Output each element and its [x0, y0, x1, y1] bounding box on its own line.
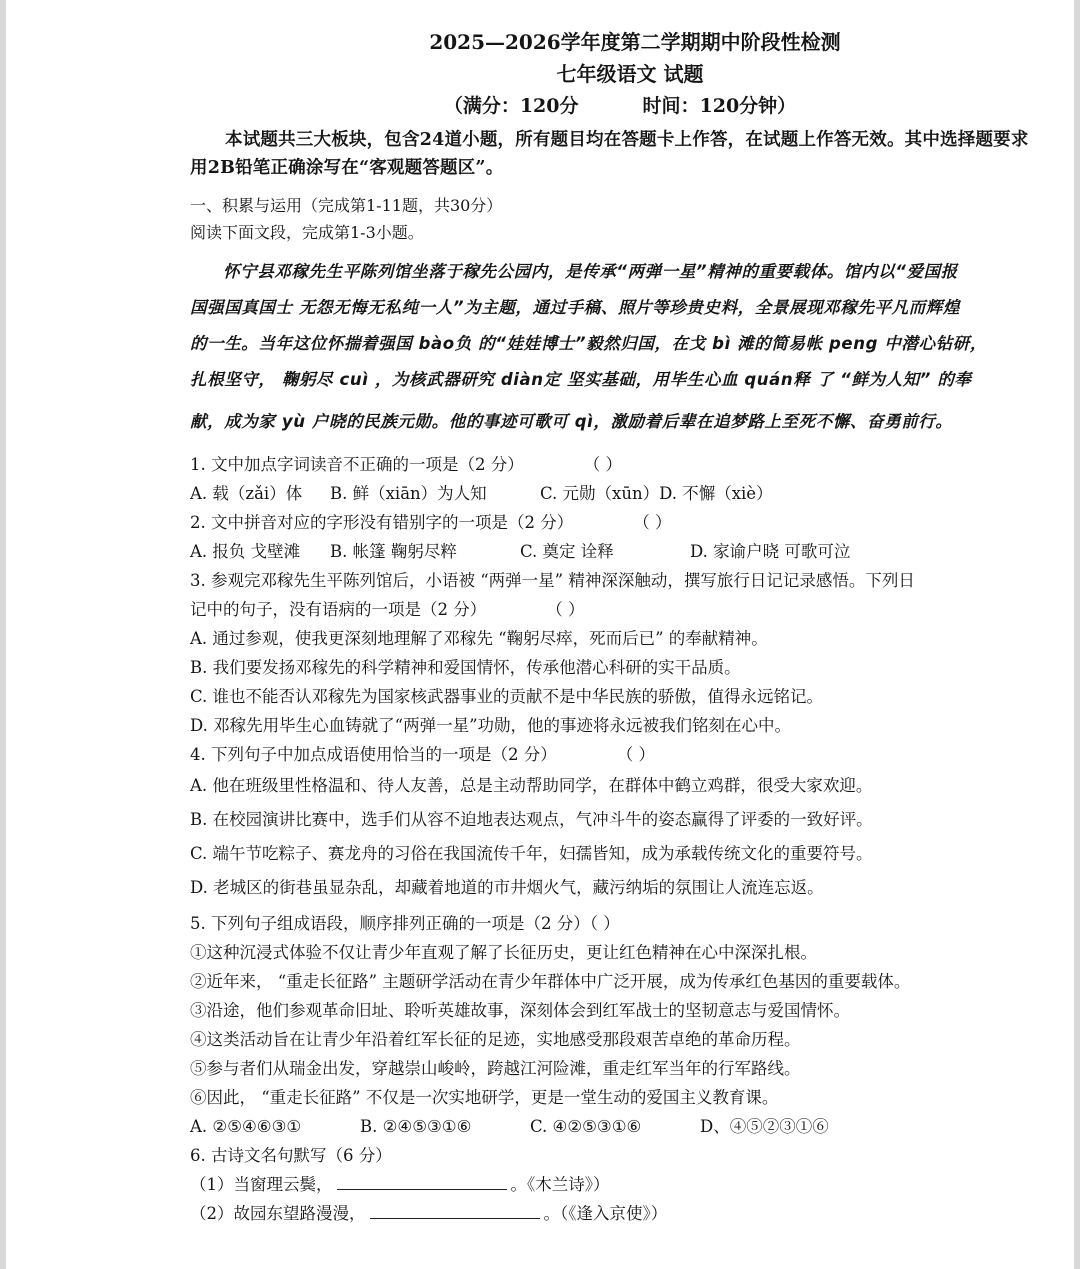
- q5-sentence: ④这类活动旨在让青少年沿着红军长征的足迹，实地感受那段艰苦卓绝的革命历程。: [190, 1030, 801, 1049]
- answer-blank[interactable]: [370, 1200, 540, 1219]
- q2-answer-bracket: （ ）: [633, 513, 672, 532]
- scan-edge-left: [0, 0, 6, 1269]
- question-6: [190, 1141, 1040, 1228]
- question-4: [190, 740, 1040, 905]
- q5-sentence: ③沿途，他们参观革命旧址、聆听英雄故事，深刻体会到红军战士的坚韧意志与爱国情怀。: [190, 1001, 850, 1020]
- q6-item-1-suffix: 。《木兰诗》）: [510, 1175, 610, 1194]
- q6-stem: 6. 古诗文名句默写（6 分）: [190, 1146, 392, 1165]
- q3-option-a: A. 通过参观，使我更深刻地理解了邓稼先 “鞠躬尽瘁，死而后已” 的奉献精神。: [190, 629, 768, 648]
- q3-option-c: C. 谁也不能否认邓稼先为国家核武器事业的贡献不是中华民族的骄傲，值得永远铭记。: [190, 687, 824, 706]
- q4-answer-bracket: （ ）: [616, 745, 655, 764]
- q1-option-b: B. 鲜（xiān）为人知: [330, 484, 487, 503]
- q6-item-1-prefix: （1）当窗理云鬓，: [190, 1175, 333, 1194]
- q5-option-d: D、④⑤②③①⑥: [700, 1117, 829, 1136]
- q6-item-2-prefix: （2）故园东望路漫漫，: [190, 1204, 366, 1223]
- q2-stem: 2. 文中拼音对应的字形没有错别字的一项是（2 分）: [190, 513, 574, 532]
- q2-option-d: D. 家谕户晓 可歌可泣: [690, 542, 851, 561]
- question-5: [190, 909, 1040, 1141]
- q2-option-b: B. 帐篷 鞠躬尽粹: [330, 542, 457, 561]
- q5-option-b: B. ②④⑤③①⑥: [360, 1117, 472, 1136]
- q4-option-d: D. 老城区的街巷虽显杂乱，却藏着地道的市井烟火气，藏污纳垢的氛围让人流连忘返。: [190, 878, 824, 897]
- q5-sentence: ①这种沉浸式体验不仅让青少年直观了解了长征历史，更让红色精神在心中深深扎根。: [190, 943, 817, 962]
- q5-sentence: ⑥因此， “重走长征路” 不仅是一次实地研学，更是一堂生动的爱国主义教育课。: [190, 1088, 779, 1107]
- exam-meta: [200, 92, 1040, 120]
- q5-options: [190, 1112, 1040, 1141]
- reading-prompt: 阅读下面文段，完成第1-3小题。: [190, 223, 424, 242]
- q3-stem-line: 记中的句子，没有语病的一项是（2 分）: [190, 600, 487, 619]
- q5-stem: 5. 下列句子组成语段，顺序排列正确的一项是（2 分）（ ）: [190, 914, 620, 933]
- passage-line: 的一生。当年这位怀揣着强国 bào负 的“娃娃博士”毅然归国，在戈 bì 滩的简易帐 peng 中潜心钻研，: [190, 334, 987, 353]
- q1-option-a: A. 载（zǎi）体: [190, 484, 303, 503]
- q2-options: [190, 537, 1040, 566]
- q4-option-b: B. 在校园演讲比赛中，选手们从容不迫地表达观点，气冲斗牛的姿态赢得了评委的一致好评。: [190, 810, 873, 829]
- q2-option-a: A. 报负 戈壁滩: [190, 542, 301, 561]
- q2-option-c: C. 奠定 诠释: [520, 542, 614, 561]
- q5-sentence: ⑤参与者们从瑞金出发，穿越崇山峻岭，跨越江河险滩，重走红军当年的行军路线。: [190, 1059, 801, 1078]
- q4-stem: 4. 下列句子中加点成语使用恰当的一项是（2 分）: [190, 745, 557, 764]
- exam-title: 2025—2026学年度第二学期期中阶段性检测: [429, 30, 841, 54]
- question-1: [190, 450, 1040, 508]
- q3-option-d: D. 邓稼先用毕生心血铸就了“两弹一星”功勋，他的事迹将永远被我们铭刻在心中。: [190, 716, 792, 735]
- passage-line: 扎根坚守， 鞠躬尽 cuì ，为核武器研究 diàn定 坚实基础，用毕生心血 quán释 了 “鲜为人知” 的奉: [190, 370, 972, 389]
- exam-subtitle: 七年级语文 试题: [556, 62, 704, 86]
- passage-line: 献，成为家 yù 户晓的民族元勋。他的事迹可歌可 qì，激励着后辈在追梦路上至死不懈、奋勇前行。: [190, 412, 953, 431]
- passage-line: 国强国真国士 无怨无悔无私纯一人”为主题，通过手稿、照片等珍贵史料，全景展现邓稼先平凡而辉煌: [190, 298, 960, 317]
- q5-sentence: ②近年来， “重走长征路” 主题研学活动在青少年群体中广泛开展，成为传承红色基因的重要载体。: [190, 972, 911, 991]
- q6-item-2-suffix: 。（《逢入京使》）: [543, 1204, 668, 1223]
- exam-time: 时间：120分钟）: [642, 95, 797, 117]
- scan-edge-right: [1074, 0, 1080, 1269]
- q1-stem: 1. 文中加点字词读音不正确的一项是（2 分）: [190, 455, 524, 474]
- q3-answer-bracket: （ ）: [546, 600, 585, 619]
- question-2: [190, 508, 1040, 566]
- q4-option-c: C. 端午节吃粽子、赛龙舟的习俗在我国流传千年，妇孺皆知，成为承载传统文化的重要符号。: [190, 844, 873, 863]
- section-heading: 一、积累与运用（完成第1-11题，共30分）: [190, 196, 503, 215]
- q5-option-a: A. ②⑤④⑥③①: [190, 1117, 302, 1136]
- q4-option-a: A. 他在班级里性格温和、待人友善，总是主动帮助同学，在群体中鹤立鸡群，很受大家欢迎。: [190, 776, 873, 795]
- q1-options: [190, 479, 1040, 508]
- full-score: （满分：120分: [443, 95, 579, 117]
- exam-page: [190, 28, 1040, 1228]
- q5-option-c: C. ④②⑤③①⑥: [530, 1117, 642, 1136]
- q1-answer-bracket: （ ）: [583, 455, 622, 474]
- reading-passage: [190, 254, 1040, 440]
- q3-stem-line: 3. 参观完邓稼先生平陈列馆后，小语被 “两弹一星” 精神深深触动，撰写旅行日记记录感悟。下列日: [190, 571, 915, 590]
- answer-blank[interactable]: [337, 1171, 507, 1190]
- q1-option-cd: C. 元勋（xūn）D. 不懈（xiè）: [540, 484, 773, 503]
- instructions: 本试题共三大板块，包含24道小题，所有题目均在答题卡上作答，在试题上作答无效。其中选择题要求用2B铅笔正确涂写在“客观题答题区”。: [190, 130, 1029, 178]
- question-3: [190, 566, 1040, 740]
- passage-line: 怀宁县邓稼先生平陈列馆坐落于稼先公园内，是传承“两弹一星”精神的重要载体。馆内以“爱国报: [223, 262, 958, 281]
- q3-option-b: B. 我们要发扬邓稼先的科学精神和爱国情怀，传承他潜心科研的实干品质。: [190, 658, 741, 677]
